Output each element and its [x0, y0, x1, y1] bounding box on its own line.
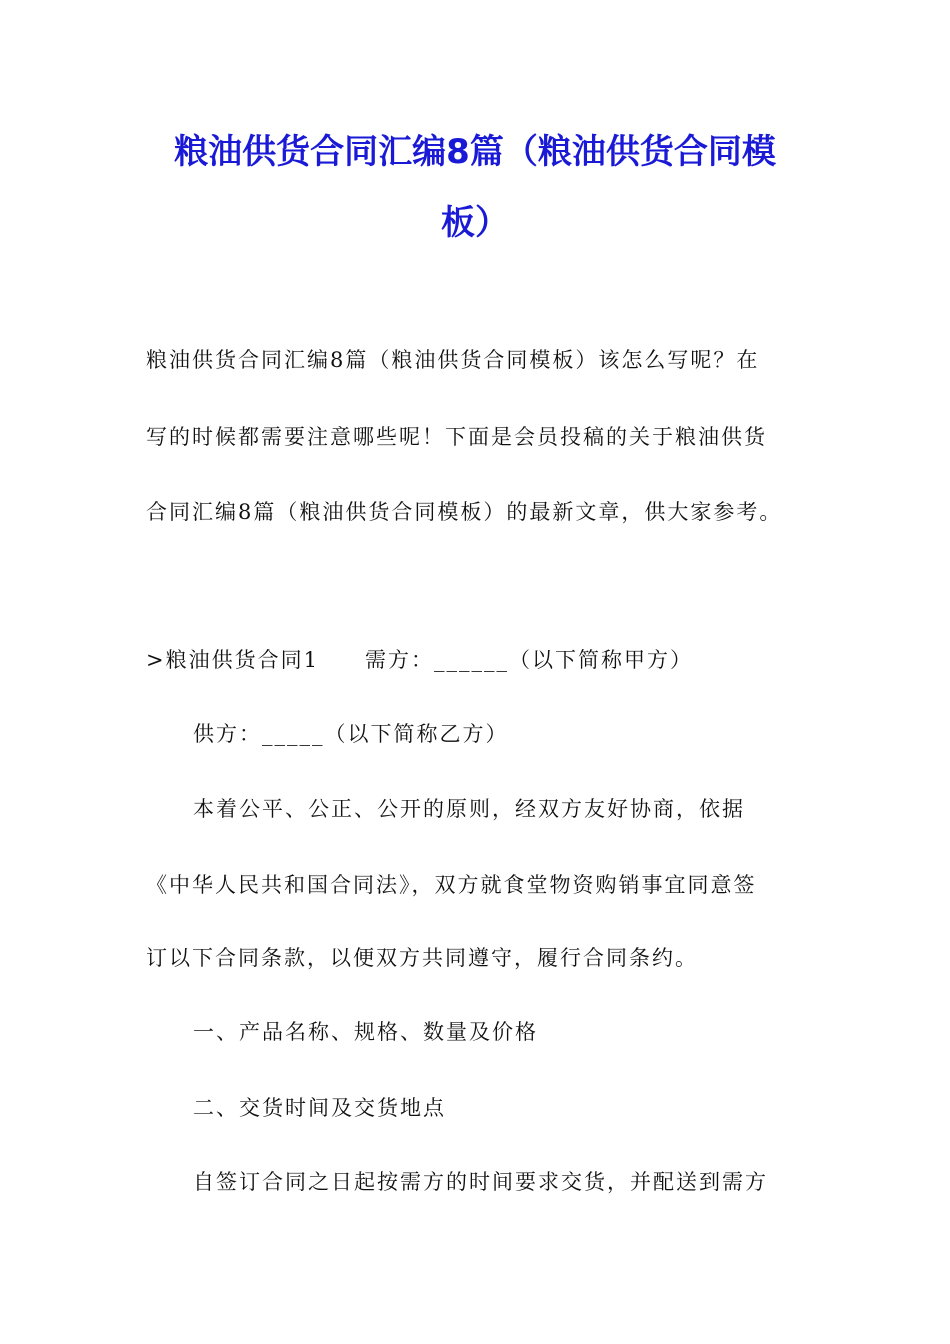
document-title-line-2: 板）	[441, 203, 509, 243]
supplier-line: 供方：_____（以下简称乙方）	[193, 722, 509, 746]
intro-line-1: 粮油供货合同汇编8篇（粮油供货合同模板）该怎么写呢？在	[146, 348, 760, 372]
body-line-2: 《中华人民共和国合同法》，双方就食堂物资购销事宜同意签	[146, 873, 757, 897]
body-line-3: 订以下合同条款，以便双方共同遵守，履行合同条约。	[146, 946, 698, 970]
intro-line-2: 写的时候都需要注意哪些呢！下面是会员投稿的关于粮油供货	[146, 425, 767, 449]
intro-line-3: 合同汇编8篇（粮油供货合同模板）的最新文章，供大家参考。	[146, 500, 783, 524]
body-line-1: 本着公平、公正、公开的原则，经双方友好协商，依据	[193, 797, 745, 821]
contract-heading: >粮油供货合同1 需方：______（以下简称甲方）	[146, 648, 693, 672]
section-2-text: 自签订合同之日起按需方的时间要求交货，并配送到需方	[193, 1170, 768, 1194]
section-1-heading: 一、产品名称、规格、数量及价格	[193, 1020, 538, 1044]
section-2-heading: 二、交货时间及交货地点	[193, 1096, 446, 1120]
document-title-line-1: 粮油供货合同汇编8篇（粮油供货合同模	[174, 132, 776, 172]
